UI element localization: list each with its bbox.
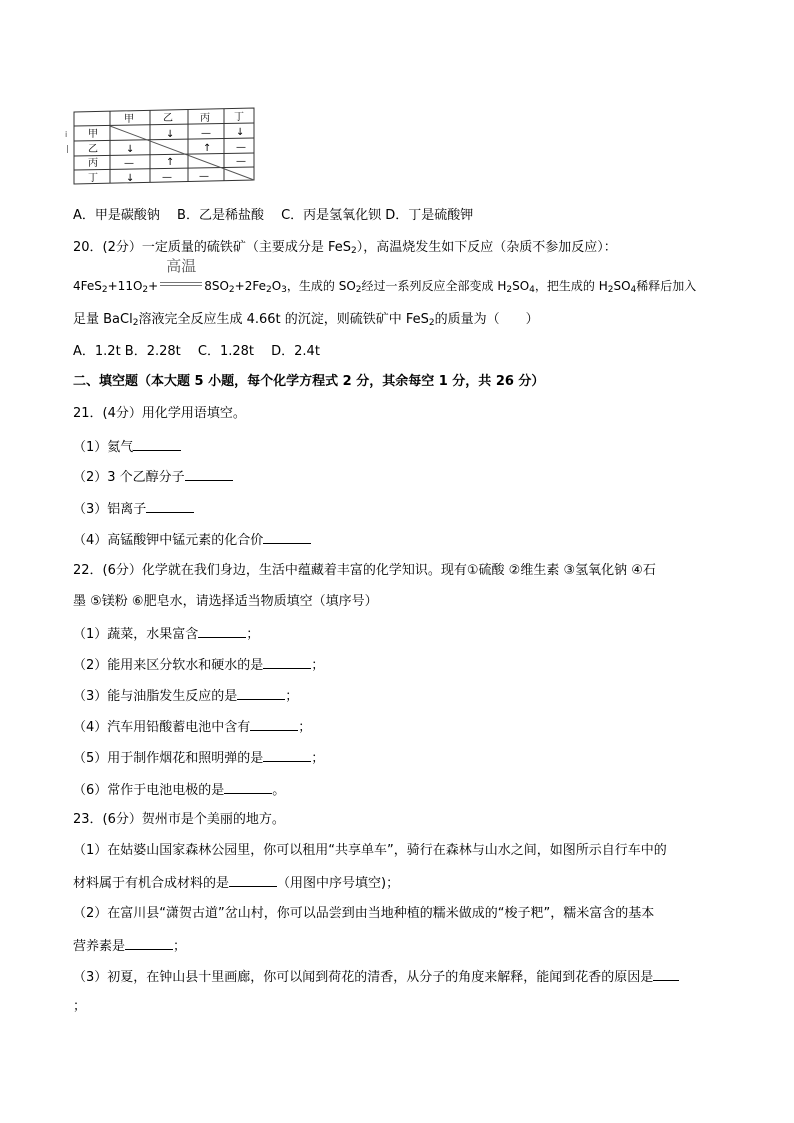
cell-yi-ding: — <box>236 142 246 153</box>
q23-part1-line1: （1）在姑婆山国家森林公园里，你可以租用“共享单车”，骑行在森林与山水之间，如图所示自行车中的 <box>73 843 667 858</box>
cell-ding-yi: — <box>162 172 172 183</box>
row-label-jia: 甲 <box>88 129 98 140</box>
q21-item-3: （3）铝离子 <box>73 500 194 518</box>
cell-ding-jia: ↓ <box>126 173 135 184</box>
svg-text:i: i <box>65 130 68 139</box>
col-header-bing: 丙 <box>200 113 210 124</box>
cell-bing-yi: ↑ <box>166 157 175 168</box>
col-header-jia: 甲 <box>124 114 134 125</box>
q23-part3-end: ； <box>73 999 87 1014</box>
q22-item-5: （5）用于制作烟花和照明弹的是 ； <box>73 751 325 766</box>
col-header-yi: 乙 <box>163 113 173 124</box>
row-label-ding: 丁 <box>88 173 98 184</box>
cell-yi-bing: ↑ <box>203 143 212 154</box>
q23-part2-line2: 营养素是 ； <box>73 939 187 954</box>
q22-item-6: （6）常作于电池电极的是 。 <box>73 783 286 798</box>
q23-part3-line1: （3）初夏，在钟山县十里画廊，你可以闻到荷花的清香，从分子的角度来解释，能闻到花香的原因是 <box>73 968 679 986</box>
q22-item-3: （3）能与油脂发生反应的是 ； <box>73 689 299 704</box>
q19-options: A．甲是碳酸钠 B．乙是稀盐酸 C．丙是氢氧化钡 D．丁是硫酸钾 <box>73 208 474 223</box>
q20-line3: 足量 BaCl$_2$溶液完全反应生成 4.66t 的沉淀，则硫铁矿中 FeS$_2$的质量为（ ） <box>73 312 539 328</box>
col-header-ding: 丁 <box>234 112 244 123</box>
q21-stem: 21．(4分）用化学用语填空。 <box>73 406 246 421</box>
cell-yi-jia: ↓ <box>126 144 135 155</box>
reaction-table-figure <box>64 104 260 188</box>
section-heading: 二、填空题（本大题 5 小题，每个化学方程式 2 分，其余每空 1 分，共 26 分） <box>73 374 545 389</box>
q23-stem: 23．(6分）贺州市是个美丽的地方。 <box>73 812 285 827</box>
svg-text:|: | <box>66 144 69 153</box>
q23-part2-line1: （2）在富川县“潇贺古道”岔山村，你可以品尝到由当地种植的糯米做成的“梭子粑”，糯米富含的基本 <box>73 906 655 921</box>
row-label-yi: 乙 <box>88 144 98 155</box>
q23-part1-line2: 材料属于有机合成材料的是 （用图中序号填空)； <box>73 876 400 891</box>
q20-options: A．1.2t B．2.28t C．1.28t D．2.4t <box>73 344 320 359</box>
cell-jia-ding: ↓ <box>236 127 245 138</box>
row-label-bing: 丙 <box>88 158 98 169</box>
q21-item-1: （1）氦气 <box>73 438 181 456</box>
q22-item-4: （4）汽车用铅酸蓄电池中含有 ； <box>73 720 312 735</box>
q22-stem-line2: 墨 ⑤镁粉 ⑥肥皂水，请选择适当物质填空（填序号） <box>73 594 378 609</box>
q21-item-2: （2）3 个乙醇分子 <box>73 468 233 486</box>
q21-item-4: （4）高锰酸钾中锰元素的化合价 <box>73 531 311 549</box>
cell-bing-jia: — <box>124 158 134 169</box>
q20-equation: $4FeS_2+11O_2+$ 高温 $8SO_2+2Fe_2O_3$，生成的 $SO_2$经过一系列反应全部变成 $H_2SO_4$，把生成的 $H_2SO_4$稀释后加入 <box>73 257 697 295</box>
q22-item-2: （2）能用来区分软水和硬水的是 ； <box>73 658 325 673</box>
cell-jia-yi: ↓ <box>166 129 175 140</box>
cell-bing-ding: — <box>236 156 246 167</box>
q22-item-1: （1）蔬菜，水果富含 ； <box>73 627 260 642</box>
q20-stem: 20．(2分）一定质量的硫铁矿（主要成分是 FeS$_2$），高温烧发生如下反应（杂质不参加反应）： <box>73 240 617 256</box>
reaction-condition: 高温 <box>158 276 204 290</box>
q22-stem-line1: 22．(6分）化学就在我们身边，生活中蕴藏着丰富的化学知识。现有①硫酸 ②维生素 ③氢氧化钠 ④石 <box>73 563 656 578</box>
cell-jia-bing: — <box>201 128 211 139</box>
cell-ding-bing: — <box>199 171 209 182</box>
